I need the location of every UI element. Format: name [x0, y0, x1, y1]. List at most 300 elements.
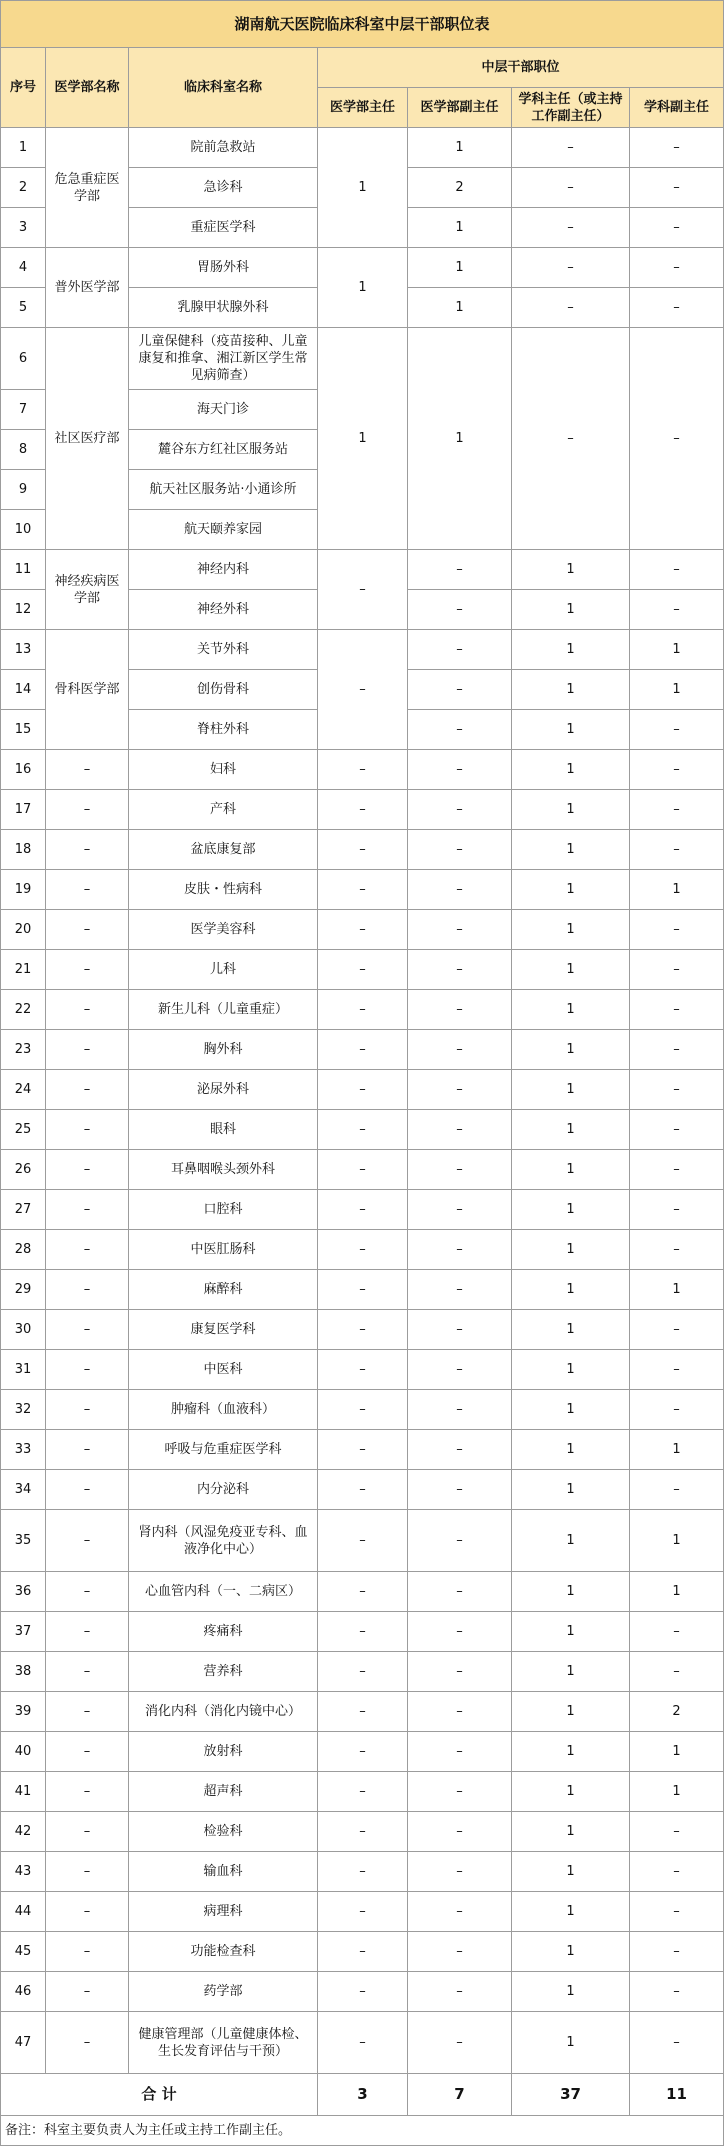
clinical-dept-name: 创伤骨科	[129, 670, 318, 710]
medical-dept-name: –	[46, 1892, 129, 1932]
medical-deputy-count: –	[408, 1732, 512, 1772]
table-row	[1, 1510, 724, 1572]
medical-dept-name: –	[46, 830, 129, 870]
clinical-dept-name: 超声科	[129, 1772, 318, 1812]
header-subject-deputy: 学科副主任	[630, 88, 724, 128]
row-seq: 47	[1, 2012, 46, 2074]
subject-deputy-count: –	[630, 288, 724, 328]
clinical-dept-name: 神经内科	[129, 550, 318, 590]
header-medical-deputy: 医学部副主任	[408, 88, 512, 128]
clinical-dept-name: 健康管理部（儿童健康体检、生长发育评估与干预）	[129, 2012, 318, 2074]
medical-deputy-count: –	[408, 1692, 512, 1732]
clinical-dept-name: 肿瘤科（血液科）	[129, 1390, 318, 1430]
subject-director-count: 1	[512, 1772, 630, 1812]
clinical-dept-name: 眼科	[129, 1110, 318, 1150]
subject-director-count: 1	[512, 1350, 630, 1390]
row-seq: 42	[1, 1812, 46, 1852]
medical-deputy-count: –	[408, 1390, 512, 1430]
subject-director-count: 1	[512, 1390, 630, 1430]
medical-deputy-count: –	[408, 1470, 512, 1510]
subject-director-count: 1	[512, 950, 630, 990]
subject-deputy-count: –	[630, 248, 724, 288]
subject-deputy-count: –	[630, 208, 724, 248]
medical-deputy-count: –	[408, 1852, 512, 1892]
subject-director-count: –	[512, 128, 630, 168]
header-clinical: 临床科室名称	[129, 48, 318, 128]
medical-dept-name: –	[46, 1430, 129, 1470]
clinical-dept-name: 急诊科	[129, 168, 318, 208]
header-seq: 序号	[1, 48, 46, 128]
subject-deputy-count: –	[630, 1230, 724, 1270]
row-seq: 10	[1, 510, 46, 550]
subject-deputy-count: –	[630, 550, 724, 590]
clinical-dept-name: 胸外科	[129, 1030, 318, 1070]
medical-director-count: –	[318, 1772, 408, 1812]
medical-dept-name: –	[46, 1772, 129, 1812]
subject-director-count: –	[512, 208, 630, 248]
subject-director-count: 1	[512, 1470, 630, 1510]
medical-deputy-count: –	[408, 1230, 512, 1270]
subject-director-count: 1	[512, 1892, 630, 1932]
medical-dept-name: –	[46, 1270, 129, 1310]
table-row	[1, 870, 724, 910]
medical-deputy-count: –	[408, 1612, 512, 1652]
medical-director-count: –	[318, 1932, 408, 1972]
medical-director-count: –	[318, 1390, 408, 1430]
row-seq: 2	[1, 168, 46, 208]
subject-director-count: 1	[512, 1150, 630, 1190]
medical-dept-name: –	[46, 1732, 129, 1772]
row-seq: 5	[1, 288, 46, 328]
medical-dept-name: –	[46, 790, 129, 830]
subject-director-count: 1	[512, 1572, 630, 1612]
subject-deputy-count: 1	[630, 630, 724, 670]
subject-deputy-count: 1	[630, 870, 724, 910]
medical-director-count: –	[318, 1310, 408, 1350]
total-medical-deputy: 7	[408, 2074, 512, 2116]
subject-director-count: 1	[512, 1692, 630, 1732]
clinical-dept-name: 口腔科	[129, 1190, 318, 1230]
subject-deputy-count: 1	[630, 1430, 724, 1470]
subject-deputy-count: –	[630, 168, 724, 208]
clinical-dept-name: 脊柱外科	[129, 710, 318, 750]
medical-director-count: –	[318, 790, 408, 830]
medical-director-count: –	[318, 1972, 408, 2012]
subject-director-count: 1	[512, 1812, 630, 1852]
medical-deputy-count: 1	[408, 288, 512, 328]
table-row	[1, 550, 724, 590]
row-seq: 23	[1, 1030, 46, 1070]
row-seq: 39	[1, 1692, 46, 1732]
table-row	[1, 1430, 724, 1470]
medical-director-count: –	[318, 1150, 408, 1190]
clinical-dept-name: 麓谷东方红社区服务站	[129, 430, 318, 470]
medical-director-count: –	[318, 1852, 408, 1892]
clinical-dept-name: 儿童保健科（疫苗接种、儿童康复和推拿、湘江新区学生常见病筛查）	[129, 328, 318, 390]
clinical-dept-name: 呼吸与危重症医学科	[129, 1430, 318, 1470]
clinical-dept-name: 放射科	[129, 1732, 318, 1772]
clinical-dept-name: 中医肛肠科	[129, 1230, 318, 1270]
row-seq: 14	[1, 670, 46, 710]
medical-dept-name: –	[46, 1150, 129, 1190]
medical-dept-name: –	[46, 1190, 129, 1230]
row-seq: 9	[1, 470, 46, 510]
medical-dept-name: –	[46, 2012, 129, 2074]
clinical-dept-name: 海天门诊	[129, 390, 318, 430]
medical-dept-name: –	[46, 1310, 129, 1350]
subject-deputy-count: –	[630, 1310, 724, 1350]
medical-dept-name: –	[46, 1230, 129, 1270]
medical-deputy-count: 1	[408, 248, 512, 288]
subject-director-count: –	[512, 288, 630, 328]
medical-deputy-count: –	[408, 1652, 512, 1692]
medical-director-count: –	[318, 1470, 408, 1510]
table-row	[1, 1350, 724, 1390]
medical-deputy-count: 1	[408, 208, 512, 248]
subject-deputy-count: –	[630, 128, 724, 168]
medical-director-count: –	[318, 910, 408, 950]
subject-director-count: 1	[512, 550, 630, 590]
clinical-dept-name: 病理科	[129, 1892, 318, 1932]
table-row	[1, 750, 724, 790]
table-row	[1, 1932, 724, 1972]
medical-deputy-count: –	[408, 830, 512, 870]
row-seq: 1	[1, 128, 46, 168]
medical-deputy-count: –	[408, 1030, 512, 1070]
subject-deputy-count: –	[630, 990, 724, 1030]
row-seq: 26	[1, 1150, 46, 1190]
medical-director-count: –	[318, 870, 408, 910]
medical-director-count: –	[318, 1350, 408, 1390]
subject-deputy-count: –	[630, 2012, 724, 2074]
table-row	[1, 1310, 724, 1350]
subject-director-count: 1	[512, 830, 630, 870]
row-seq: 20	[1, 910, 46, 950]
row-seq: 43	[1, 1852, 46, 1892]
clinical-dept-name: 泌尿外科	[129, 1070, 318, 1110]
medical-director-count: –	[318, 830, 408, 870]
clinical-dept-name: 神经外科	[129, 590, 318, 630]
medical-deputy-count: –	[408, 950, 512, 990]
medical-dept-name: –	[46, 950, 129, 990]
table-row	[1, 630, 724, 670]
row-seq: 6	[1, 328, 46, 390]
subject-deputy-count: –	[630, 1932, 724, 1972]
note-row	[1, 2116, 724, 2146]
total-subject-director: 37	[512, 2074, 630, 2116]
clinical-dept-name: 康复医学科	[129, 1310, 318, 1350]
medical-dept-name: –	[46, 1852, 129, 1892]
table-title: 湖南航天医院临床科室中层干部职位表	[1, 1, 724, 48]
table-row	[1, 1892, 724, 1932]
subject-director-count: 1	[512, 1612, 630, 1652]
medical-dept-name: –	[46, 1030, 129, 1070]
medical-deputy-count: –	[408, 1270, 512, 1310]
table-row	[1, 790, 724, 830]
medical-dept-name: 骨科医学部	[46, 630, 129, 750]
medical-deputy-count: –	[408, 1070, 512, 1110]
subject-deputy-count: –	[630, 750, 724, 790]
header-dept: 医学部名称	[46, 48, 129, 128]
medical-director-count: –	[318, 1812, 408, 1852]
medical-director-count: –	[318, 1190, 408, 1230]
clinical-dept-name: 药学部	[129, 1972, 318, 2012]
medical-deputy-count: –	[408, 2012, 512, 2074]
medical-dept-name: –	[46, 1572, 129, 1612]
clinical-dept-name: 院前急救站	[129, 128, 318, 168]
medical-deputy-count: –	[408, 870, 512, 910]
medical-deputy-count: –	[408, 710, 512, 750]
subject-deputy-count: 1	[630, 1270, 724, 1310]
medical-dept-name: –	[46, 1612, 129, 1652]
table-row	[1, 1110, 724, 1150]
row-seq: 35	[1, 1510, 46, 1572]
table-row	[1, 1230, 724, 1270]
medical-deputy-count: –	[408, 1150, 512, 1190]
medical-deputy-count: 1	[408, 128, 512, 168]
subject-director-count: 1	[512, 1732, 630, 1772]
clinical-dept-name: 乳腺甲状腺外科	[129, 288, 318, 328]
subject-director-count: 1	[512, 2012, 630, 2074]
medical-deputy-count: –	[408, 1972, 512, 2012]
medical-deputy-count: –	[408, 1510, 512, 1572]
medical-director-count: –	[318, 1572, 408, 1612]
medical-director-count: –	[318, 1892, 408, 1932]
row-seq: 30	[1, 1310, 46, 1350]
subject-deputy-count: –	[630, 1972, 724, 2012]
clinical-dept-name: 耳鼻咽喉头颈外科	[129, 1150, 318, 1190]
row-seq: 44	[1, 1892, 46, 1932]
row-seq: 27	[1, 1190, 46, 1230]
medical-director-count: –	[318, 630, 408, 750]
row-seq: 40	[1, 1732, 46, 1772]
clinical-dept-name: 儿科	[129, 950, 318, 990]
subject-director-count: 1	[512, 870, 630, 910]
row-seq: 4	[1, 248, 46, 288]
clinical-dept-name: 检验科	[129, 1812, 318, 1852]
subject-deputy-count: –	[630, 1852, 724, 1892]
medical-director-count: 1	[318, 328, 408, 550]
total-medical-director: 3	[318, 2074, 408, 2116]
clinical-dept-name: 消化内科（消化内镜中心）	[129, 1692, 318, 1732]
clinical-dept-name: 输血科	[129, 1852, 318, 1892]
header-subject-director: 学科主任（或主持工作副主任）	[512, 88, 630, 128]
subject-deputy-count: 1	[630, 1732, 724, 1772]
subject-deputy-count: –	[630, 910, 724, 950]
clinical-dept-name: 重症医学科	[129, 208, 318, 248]
row-seq: 29	[1, 1270, 46, 1310]
subject-director-count: 1	[512, 790, 630, 830]
row-seq: 37	[1, 1612, 46, 1652]
medical-deputy-count: –	[408, 1812, 512, 1852]
clinical-dept-name: 航天颐养家园	[129, 510, 318, 550]
row-seq: 12	[1, 590, 46, 630]
medical-deputy-count: –	[408, 1572, 512, 1612]
subject-deputy-count: –	[630, 1892, 724, 1932]
row-seq: 3	[1, 208, 46, 248]
medical-director-count: –	[318, 1030, 408, 1070]
clinical-dept-name: 心血管内科（一、二病区）	[129, 1572, 318, 1612]
subject-director-count: 1	[512, 1230, 630, 1270]
medical-dept-name: –	[46, 910, 129, 950]
subject-director-count: –	[512, 328, 630, 550]
subject-director-count: 1	[512, 1932, 630, 1972]
table-note: 备注：科室主要负责人为主任或主持工作副主任。	[1, 2116, 724, 2146]
subject-deputy-count: –	[630, 1390, 724, 1430]
subject-deputy-count: –	[630, 1030, 724, 1070]
subject-deputy-count: 1	[630, 1572, 724, 1612]
subject-director-count: 1	[512, 1190, 630, 1230]
medical-deputy-count: –	[408, 750, 512, 790]
table-row	[1, 950, 724, 990]
subject-director-count: 1	[512, 1652, 630, 1692]
medical-deputy-count: –	[408, 550, 512, 590]
medical-director-count: –	[318, 990, 408, 1030]
medical-deputy-count: –	[408, 590, 512, 630]
table-row	[1, 1972, 724, 2012]
subject-director-count: 1	[512, 670, 630, 710]
medical-dept-name: –	[46, 1692, 129, 1732]
subject-deputy-count: –	[630, 590, 724, 630]
clinical-dept-name: 皮肤・性病科	[129, 870, 318, 910]
medical-director-count: –	[318, 1230, 408, 1270]
medical-dept-name: 神经疾病医学部	[46, 550, 129, 630]
subject-director-count: 1	[512, 1972, 630, 2012]
table-row	[1, 328, 724, 390]
medical-director-count: –	[318, 1070, 408, 1110]
subject-deputy-count: 1	[630, 1510, 724, 1572]
medical-deputy-count: –	[408, 790, 512, 830]
medical-director-count: –	[318, 1692, 408, 1732]
medical-deputy-count: –	[408, 1430, 512, 1470]
subject-deputy-count: –	[630, 1612, 724, 1652]
table-row	[1, 1390, 724, 1430]
medical-director-count: 1	[318, 248, 408, 328]
row-seq: 24	[1, 1070, 46, 1110]
medical-dept-name: –	[46, 990, 129, 1030]
row-seq: 15	[1, 710, 46, 750]
clinical-dept-name: 关节外科	[129, 630, 318, 670]
clinical-dept-name: 肾内科（风湿免疫亚专科、血液净化中心）	[129, 1510, 318, 1572]
row-seq: 46	[1, 1972, 46, 2012]
subject-deputy-count: –	[630, 1652, 724, 1692]
medical-deputy-count: 2	[408, 168, 512, 208]
subject-deputy-count: 2	[630, 1692, 724, 1732]
row-seq: 31	[1, 1350, 46, 1390]
subject-deputy-count: –	[630, 1470, 724, 1510]
row-seq: 33	[1, 1430, 46, 1470]
table-row	[1, 1612, 724, 1652]
row-seq: 45	[1, 1932, 46, 1972]
table-row	[1, 1852, 724, 1892]
table-row	[1, 990, 724, 1030]
table-row	[1, 1470, 724, 1510]
table-row	[1, 830, 724, 870]
table-row	[1, 128, 724, 168]
medical-dept-name: –	[46, 1812, 129, 1852]
clinical-dept-name: 内分泌科	[129, 1470, 318, 1510]
subject-director-count: 1	[512, 710, 630, 750]
subject-director-count: 1	[512, 1030, 630, 1070]
medical-dept-name: 普外医学部	[46, 248, 129, 328]
table-row	[1, 1270, 724, 1310]
subject-director-count: –	[512, 248, 630, 288]
medical-deputy-count: –	[408, 1932, 512, 1972]
medical-director-count: –	[318, 2012, 408, 2074]
clinical-dept-name: 疼痛科	[129, 1612, 318, 1652]
subject-deputy-count: 1	[630, 670, 724, 710]
medical-director-count: –	[318, 1430, 408, 1470]
medical-director-count: –	[318, 1110, 408, 1150]
row-seq: 25	[1, 1110, 46, 1150]
medical-dept-name: 社区医疗部	[46, 328, 129, 550]
subject-deputy-count: –	[630, 1350, 724, 1390]
medical-director-count: –	[318, 550, 408, 630]
clinical-dept-name: 胃肠外科	[129, 248, 318, 288]
medical-deputy-count: –	[408, 1772, 512, 1812]
header-medical-director: 医学部主任	[318, 88, 408, 128]
subject-deputy-count: 1	[630, 1772, 724, 1812]
subject-director-count: 1	[512, 590, 630, 630]
clinical-dept-name: 妇科	[129, 750, 318, 790]
row-seq: 22	[1, 990, 46, 1030]
medical-director-count: –	[318, 1652, 408, 1692]
table-row	[1, 248, 724, 288]
table-row	[1, 1572, 724, 1612]
subject-director-count: 1	[512, 990, 630, 1030]
medical-dept-name: –	[46, 1350, 129, 1390]
subject-director-count: 1	[512, 1070, 630, 1110]
row-seq: 32	[1, 1390, 46, 1430]
medical-dept-name: –	[46, 870, 129, 910]
subject-director-count: 1	[512, 910, 630, 950]
medical-dept-name: –	[46, 1510, 129, 1572]
row-seq: 34	[1, 1470, 46, 1510]
medical-deputy-count: 1	[408, 328, 512, 550]
medical-dept-name: –	[46, 1070, 129, 1110]
table-row	[1, 1070, 724, 1110]
table-row	[1, 2012, 724, 2074]
subject-deputy-count: –	[630, 830, 724, 870]
table-row	[1, 910, 724, 950]
medical-deputy-count: –	[408, 1310, 512, 1350]
total-label: 合 计	[1, 2074, 318, 2116]
medical-director-count: –	[318, 1270, 408, 1310]
medical-deputy-count: –	[408, 630, 512, 670]
clinical-dept-name: 中医科	[129, 1350, 318, 1390]
row-seq: 41	[1, 1772, 46, 1812]
medical-dept-name: –	[46, 750, 129, 790]
subject-director-count: 1	[512, 630, 630, 670]
row-seq: 7	[1, 390, 46, 430]
clinical-dept-name: 麻醉科	[129, 1270, 318, 1310]
table-row	[1, 1692, 724, 1732]
medical-deputy-count: –	[408, 670, 512, 710]
row-seq: 21	[1, 950, 46, 990]
subject-director-count: 1	[512, 1510, 630, 1572]
subject-director-count: 1	[512, 1852, 630, 1892]
table-row	[1, 1652, 724, 1692]
header-group: 中层干部职位	[318, 48, 724, 88]
clinical-dept-name: 航天社区服务站·小通诊所	[129, 470, 318, 510]
total-row	[1, 2074, 724, 2116]
subject-director-count: –	[512, 168, 630, 208]
subject-deputy-count: –	[630, 1812, 724, 1852]
clinical-dept-name: 营养科	[129, 1652, 318, 1692]
medical-dept-name: 危急重症医学部	[46, 128, 129, 248]
subject-director-count: 1	[512, 1270, 630, 1310]
total-subject-deputy: 11	[630, 2074, 724, 2116]
